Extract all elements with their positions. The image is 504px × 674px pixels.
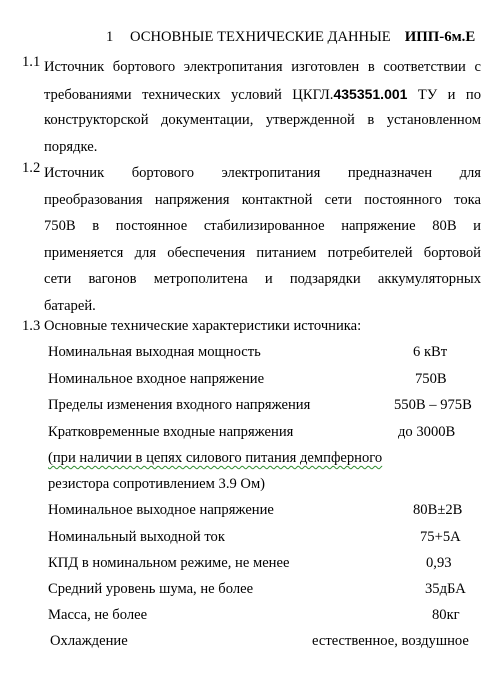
spec-name: Номинальный выходной ток [48,529,225,545]
section-heading [106,29,475,46]
paragraph-1-3: Основные технические характеристики источника: [44,318,362,334]
spec-code: 435351.001 [333,85,408,102]
spec-value: 0,93 [426,555,452,571]
model-name: ИПП-6м.Е [404,29,476,45]
note-line: резистора сопротивлением 3.9 Ом) [48,476,266,492]
paragraph-number-1-2: 1.2 [22,160,41,176]
spec-name: Кратковременные входные напряжения [48,424,294,440]
section-title: ОСНОВНЫЕ ТЕХНИЧЕСКИЕ ДАННЫЕ [130,29,391,45]
paragraph-number-1-1: 1.1 [22,54,41,70]
spec-value: 35дБА [425,581,466,597]
spec-value: 80В±2В [413,502,463,518]
spec-name: Пределы изменения входного напряжения [48,397,311,413]
paragraph-1-1 [44,54,481,160]
paragraph-line: сети вагонов метрополитена и подзарядки аккумуляторных [44,271,481,287]
paragraph-text: ТУ и по [407,86,481,103]
paragraph-line: Источник бортового электропитания изготовлен в соответствии с [44,59,481,75]
paragraph-line: преобразования напряжения контактной сети постоянного тока [44,191,481,208]
spec-name: Средний уровень шума, не более [48,581,254,597]
paragraph-line: батарей. [44,297,96,314]
section-number: 1 [106,29,114,45]
spec-value: 550В – 975В [394,397,472,413]
spec-name: Номинальное выходное напряжение [48,502,274,518]
spec-value: 6 кВт [413,344,448,360]
paragraph-line: конструкторской документации, утвержденной в установленном [44,112,481,128]
paragraph-line [44,81,481,108]
spec-name: Масса, не более [48,607,148,623]
spec-name: КПД в номинальном режиме, не менее [48,555,290,571]
paragraph-1-2 [44,160,481,319]
paragraph-number-1-3: 1.3 [22,318,41,334]
spec-name: Номинальное входное напряжение [48,371,265,387]
paragraph-line: применяется для обеспечения питанием потребителей бортовой [44,244,481,261]
spec-value: 750В [415,371,447,387]
paragraph-line: Источник бортового электропитания предназначен для [44,165,481,181]
paragraph-line: порядке. [44,138,98,155]
spec-value: до 3000В [398,424,456,440]
spec-value: естественное, воздушное [312,633,469,649]
spec-name: Номинальная выходная мощность [48,344,261,360]
note-line: (при наличии в цепях силового питания демпферного [48,450,383,466]
spec-name: Охлаждение [50,633,128,649]
paragraph-line: 750В в постоянное стабилизированное напряжение 80В и [44,218,481,234]
spec-value: 80кг [432,607,460,623]
spec-value: 75+5А [420,529,461,545]
paragraph-text: требованиями технических условий ЦКГЛ. [44,86,334,103]
